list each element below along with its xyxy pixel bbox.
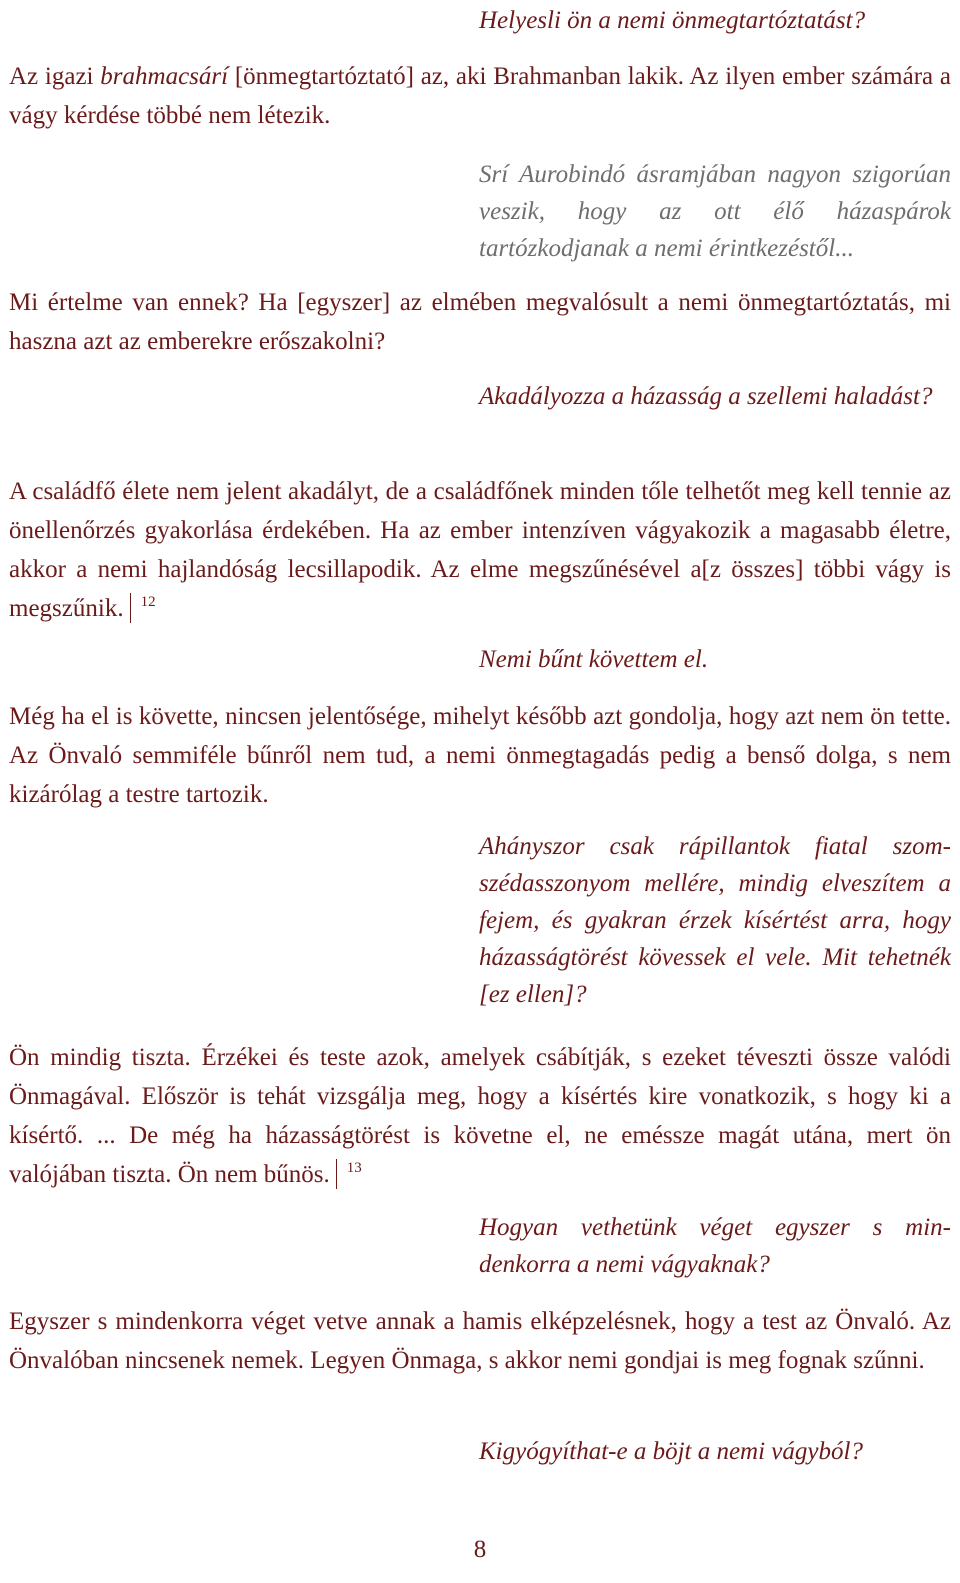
answer-5-text: Ön mindig tiszta. Érzékei és teste azok, amelyek csábítják, s ezeket téveszti össze valódi Önmagával. Először is tehát vizsgálja meg, hogy a kísértés kire vonatkozik, s hogy ki a kísértő. ... De még ha házasságtörést is követne el, ne eméssze magát utána, mert ön valójában tiszta. Ön nem bűnös. xyxy=(9,1044,951,1188)
answer-5 xyxy=(9,1038,951,1194)
question-1: Helyesli ön a nemi önmegtartóztatást? xyxy=(479,7,866,34)
document-page xyxy=(9,0,951,1583)
question-4: Nemi bűnt követtem el. xyxy=(479,646,709,673)
answer-2: Mi értelme van ennek? Ha [egyszer] az elmében megvalósult a nemi önmegtartóztatás, mi haszna azt az emberekre erőszakolni? xyxy=(9,289,951,355)
answer-1-part-1: Az igazi xyxy=(9,63,101,90)
question-7: Kigyógyíthat-e a böjt a nemi vágyból? xyxy=(479,1438,863,1465)
question-5: Ahányszor csak rápillantok fiatal szomszédasszonyom mellére, mindig elveszítem a fejem, és gyakran érzek kísértést arra, hogy házasságtörést kövessek el vele. Mit tehetnék [ez ellen]? xyxy=(479,833,951,1008)
question-2: Srí Aurobindó ásramjában nagyon szigorúan veszik, hogy az ott élő házaspárok tartózkodjanak a nemi érintkezéstől... xyxy=(479,161,951,262)
page-number: 8 xyxy=(473,1536,487,1563)
answer-3 xyxy=(9,472,951,628)
answer-3-text: A családfő élete nem jelent akadályt, de a családfőnek minden tőle telhetőt meg kell tennie az önellenőrzés gyakorlása érdekében. Ha az ember intenzíven vágyakozik a magasabb életre, akkor a nemi hajlandóság lecsillapodik. Az elme megszűnésével a[z összes] többi vágy is megszűnik. xyxy=(9,478,951,622)
footnote-marker-13[interactable]: 13 xyxy=(336,1159,362,1189)
question-6: Hogyan vethetünk véget egyszer s mindenkorra a nemi vágyaknak? xyxy=(479,1214,951,1278)
answer-4: Még ha el is követte, nincsen jelentősége, mihelyt később azt gondolja, hogy azt nem ön tette. Az Önvaló semmiféle bűnről nem tud, a nemi önmegtagadás pedig a benső dolga, s nem kizárólag a testre tartozik. xyxy=(9,703,951,808)
answer-1 xyxy=(9,57,951,135)
question-3: Akadályozza a házasság a szellemi haladást? xyxy=(479,383,933,410)
answer-1-term: brahmacsárí xyxy=(100,63,229,90)
answer-1-part-2: [önmegtartóztató] az, aki Brahmanban lakik. Az ilyen ember számára a vágy kérdése többé nem létezik. xyxy=(9,63,952,129)
footnote-marker-12[interactable]: 12 xyxy=(130,593,156,623)
answer-6: Egyszer s mindenkorra véget vetve annak a hamis elképzelésnek, hogy a test az Önvaló. Az Önvalóban nincsenek nemek. Legyen Önmaga, s akkor nemi gondjai is meg fognak szűnni. xyxy=(9,1308,951,1374)
